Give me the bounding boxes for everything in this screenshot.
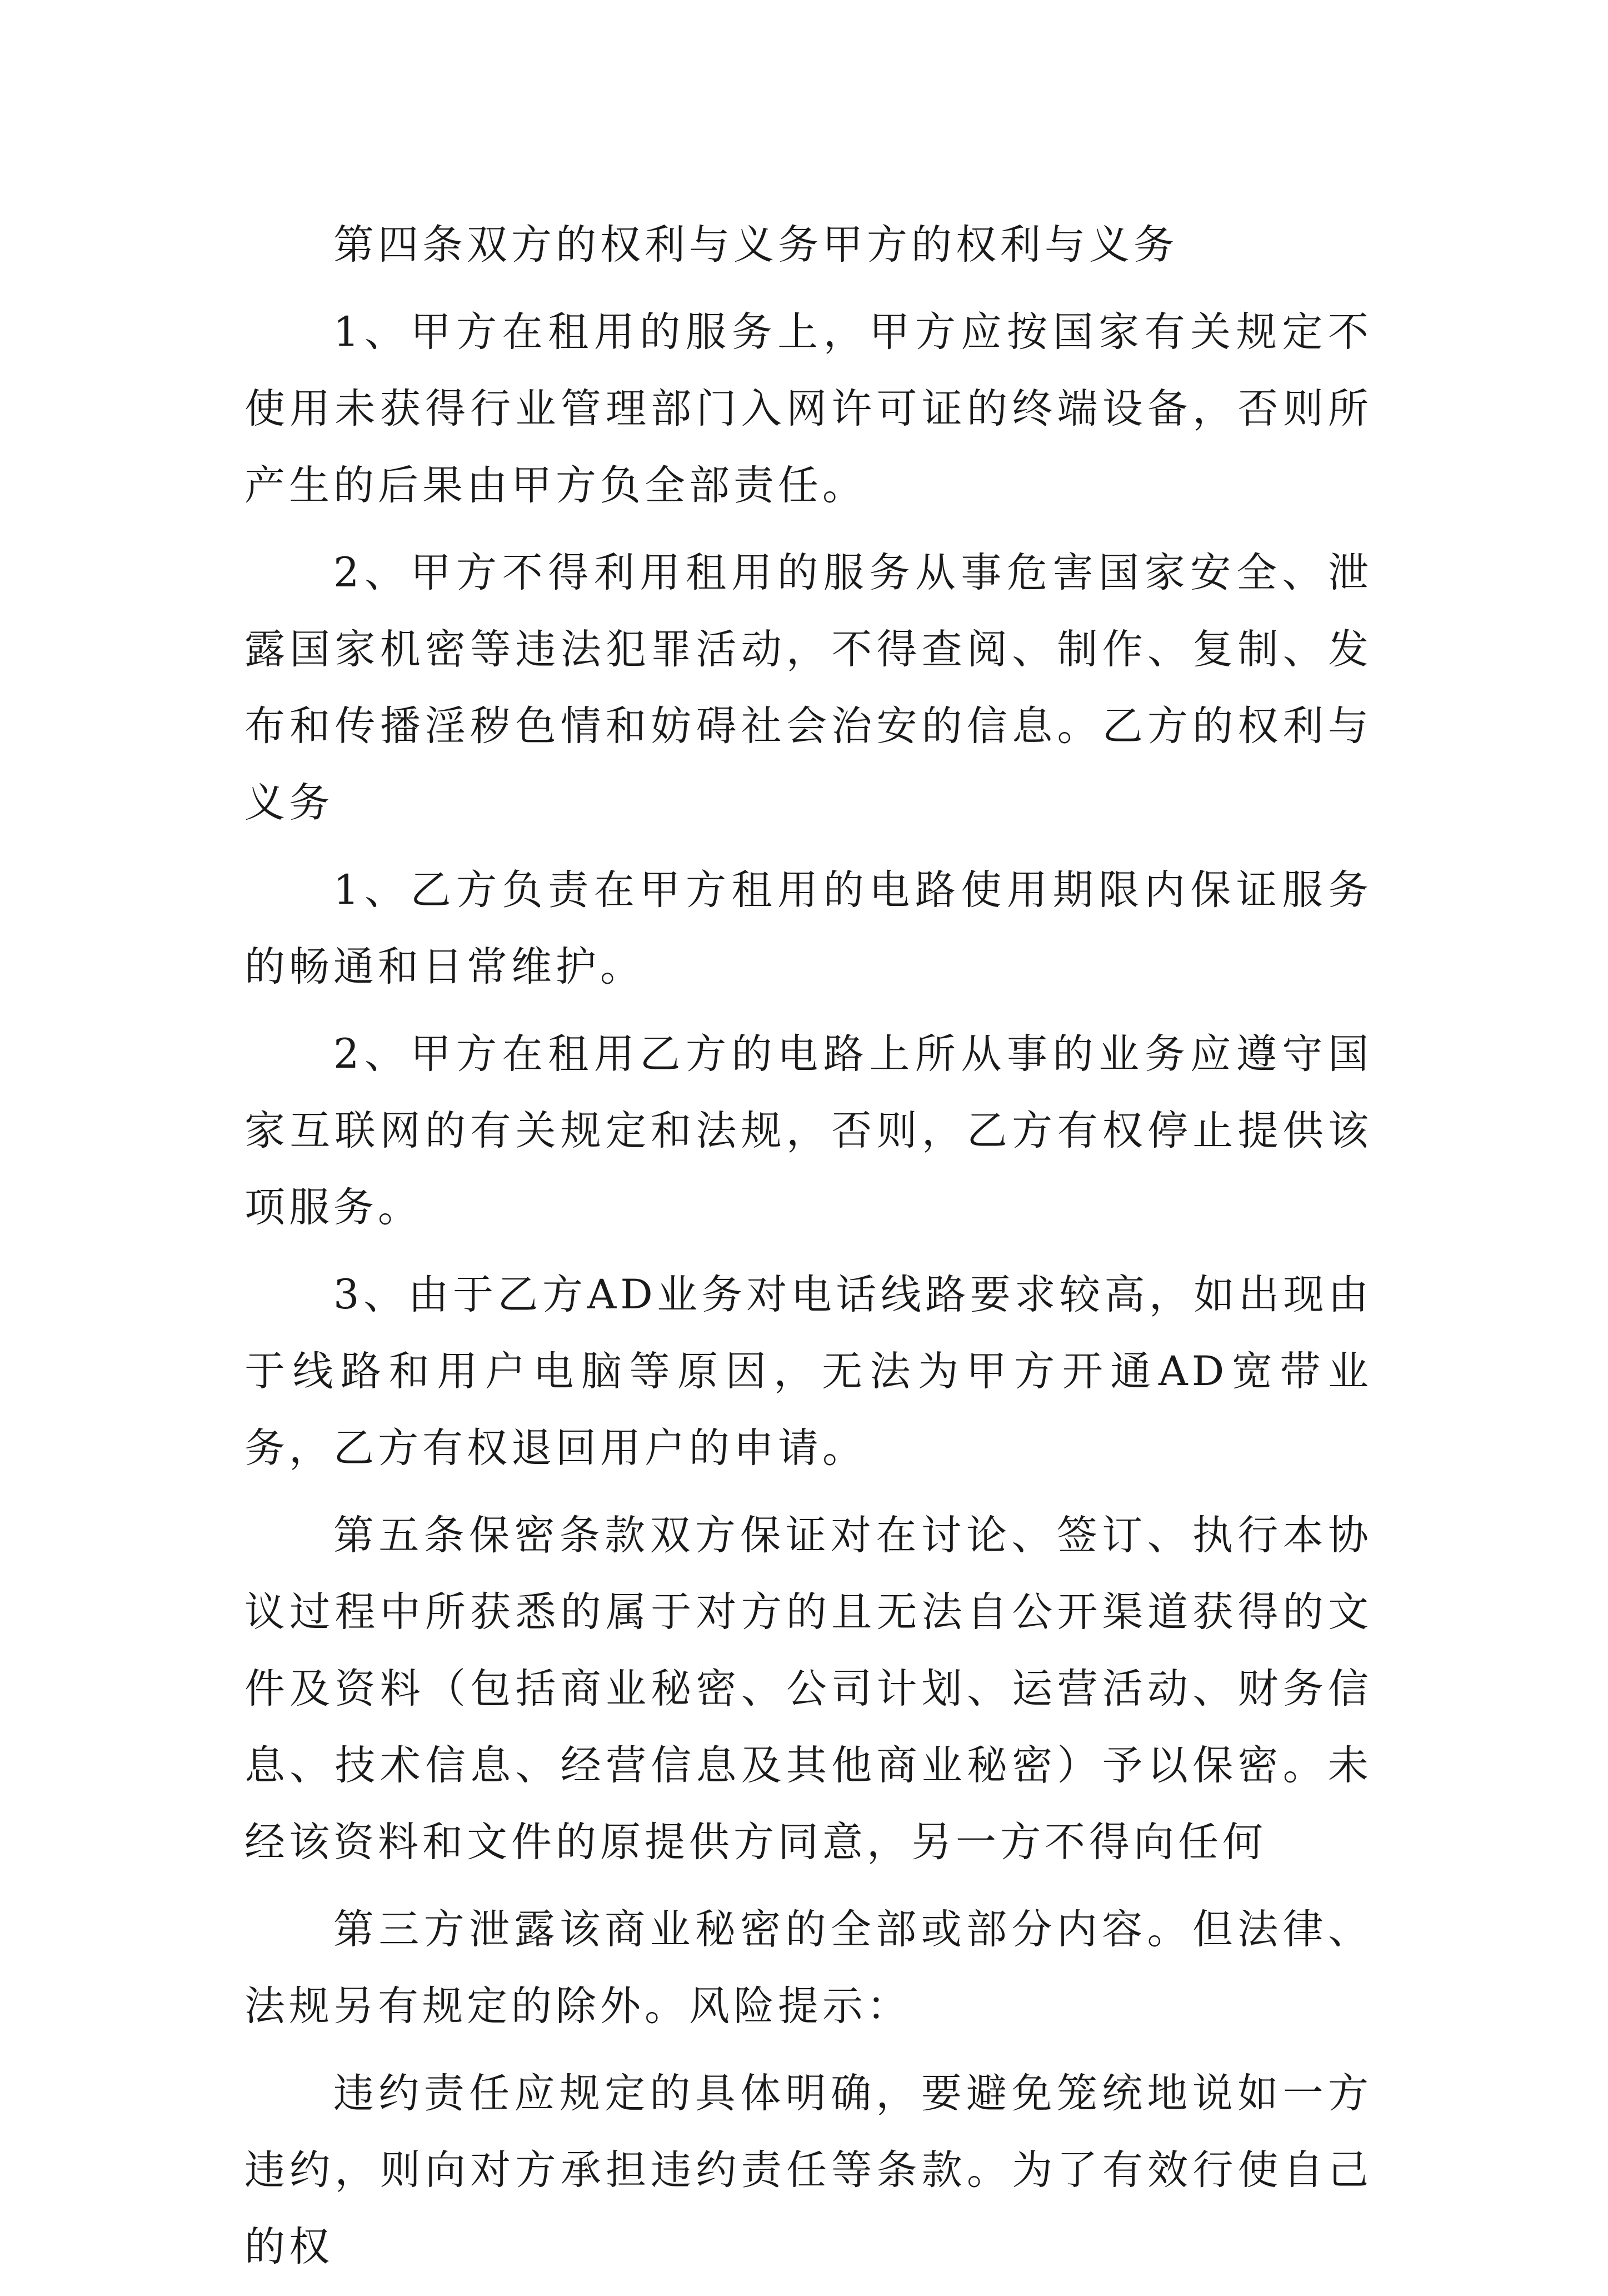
paragraph-article-4-heading: 第四条双方的权利与义务甲方的权利与义务 xyxy=(333,221,1178,268)
paragraph-risk-notice: 违约责任应规定的具体明确，要避免笼统地说如一方违约，则向对方承担违约责任等条款。为了有效行使自己的权 xyxy=(244,2070,1372,2270)
paragraph-party-b-item-1: 1、乙方负责在甲方租用的电路使用期限内保证服务的畅通和日常维护。 xyxy=(244,866,1372,990)
paragraph-party-b-item-2: 2、甲方在租用乙方的电路上所从事的业务应遵守国家互联网的有关规定和法规，否则，乙方有权停止提供该项服务。 xyxy=(244,1030,1372,1231)
paragraph-party-a-item-2: 2、甲方不得利用租用的服务从事危害国家安全、泄露国家机密等违法犯罪活动，不得查阅、制作、复制、发布和传播淫秽色情和妨碍社会治安的信息。乙方的权利与义务 xyxy=(244,549,1372,826)
paragraph-party-a-item-1: 1、甲方在租用的服务上，甲方应按国家有关规定不使用未获得行业管理部门入网许可证的终端设备，否则所产生的后果由甲方负全部责任。 xyxy=(244,308,1372,509)
paragraph-third-party-disclosure: 第三方泄露该商业秘密的全部或部分内容。但法律、法规另有规定的除外。风险提示： xyxy=(244,1906,1372,2030)
document-body xyxy=(244,207,1372,2296)
paragraph-party-b-item-3: 3、由于乙方AD业务对电话线路要求较高，如出现由于线路和用户电脑等原因，无法为甲方开通AD宽带业务，乙方有权退回用户的申请。 xyxy=(244,1271,1372,1472)
paragraph-article-5-confidentiality: 第五条保密条款双方保证对在讨论、签订、执行本协议过程中所获悉的属于对方的且无法自公开渠道获得的文件及资料（包括商业秘密、公司计划、运营活动、财务信息、技术信息、经营信息及其他商业秘密）予以保密。未经该资料和文件的原提供方同意，另一方不得向任何 xyxy=(244,1512,1372,1866)
